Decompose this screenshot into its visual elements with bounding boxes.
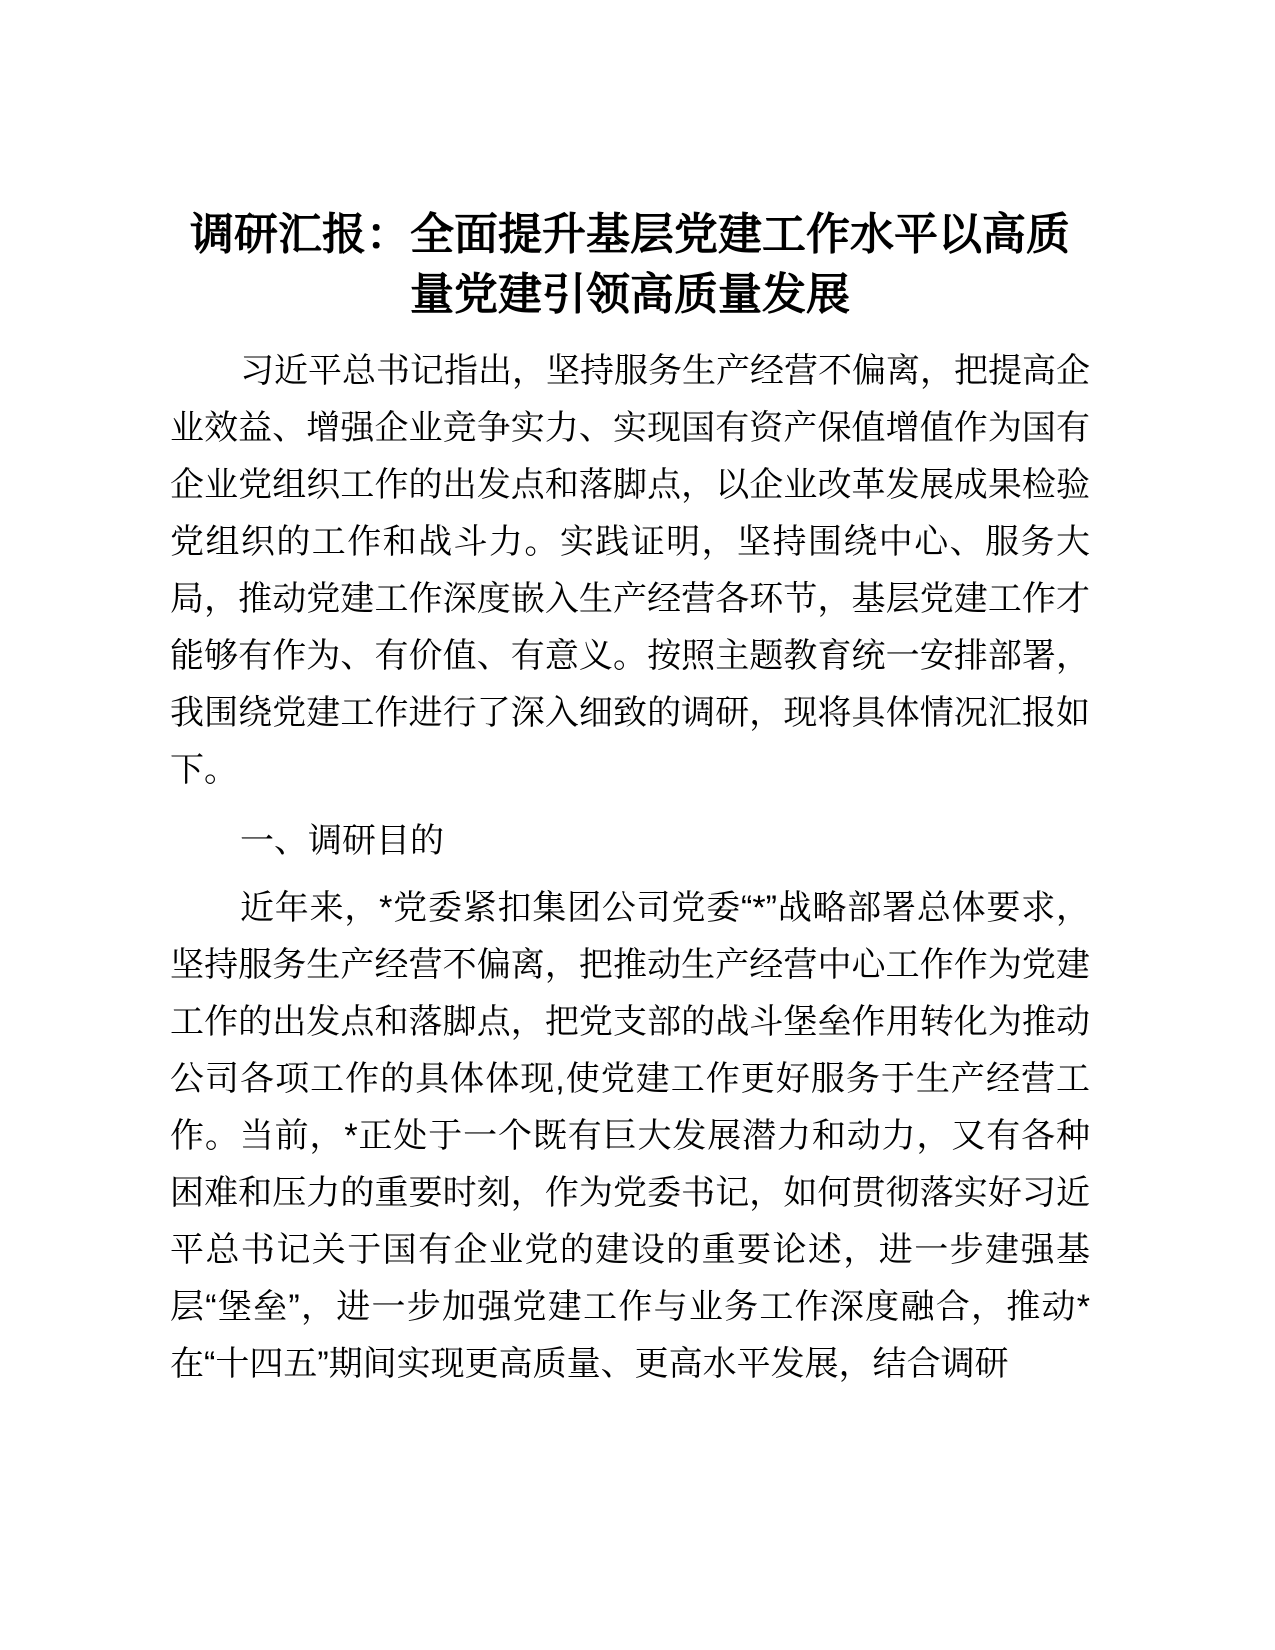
document-title xyxy=(170,205,1090,325)
document-title-line-1: 调研汇报：全面提升基层党建工作水平以高质 xyxy=(190,210,1070,259)
section-paragraph-research-purpose: 近年来，*党委紧扣集团公司党委“*”战略部署总体要求，坚持服务生产经营不偏离，把推动生产经营中心工作作为党建工作的出发点和落脚点，把党支部的战斗堡垒作用转化为推动公司各项工作的具体体现,使党建工作更好服务于生产经营工作。当前，*正处于一个既有巨大发展潜力和动力，又有各种困难和压力的重要时刻，作为党委书记，如何贯彻落实好习近平总书记关于国有企业党的建设的重要论述，进一步建强基层“堡垒”，进一步加强党建工作与业务工作深度融合，推动*在“十四五”期间实现更高质量、更高水平发展，结合调研 xyxy=(170,889,1090,1383)
document-title-line-2: 量党建引领高质量发展 xyxy=(410,270,850,319)
intro-paragraph: 习近平总书记指出，坚持服务生产经营不偏离，把提高企业效益、增强企业竞争实力、实现国有资产保值增值作为国有企业党组织工作的出发点和落脚点，以企业改革发展成果检验党组织的工作和战斗力。实践证明，坚持围绕中心、服务大局，推动党建工作深度嵌入生产经营各环节，基层党建工作才能够有作为、有价值、有意义。按照主题教育统一安排部署，我围绕党建工作进行了深入细致的调研，现将具体情况汇报如下。 xyxy=(170,352,1090,789)
section-heading-research-purpose: 一、调研目的 xyxy=(240,822,444,860)
